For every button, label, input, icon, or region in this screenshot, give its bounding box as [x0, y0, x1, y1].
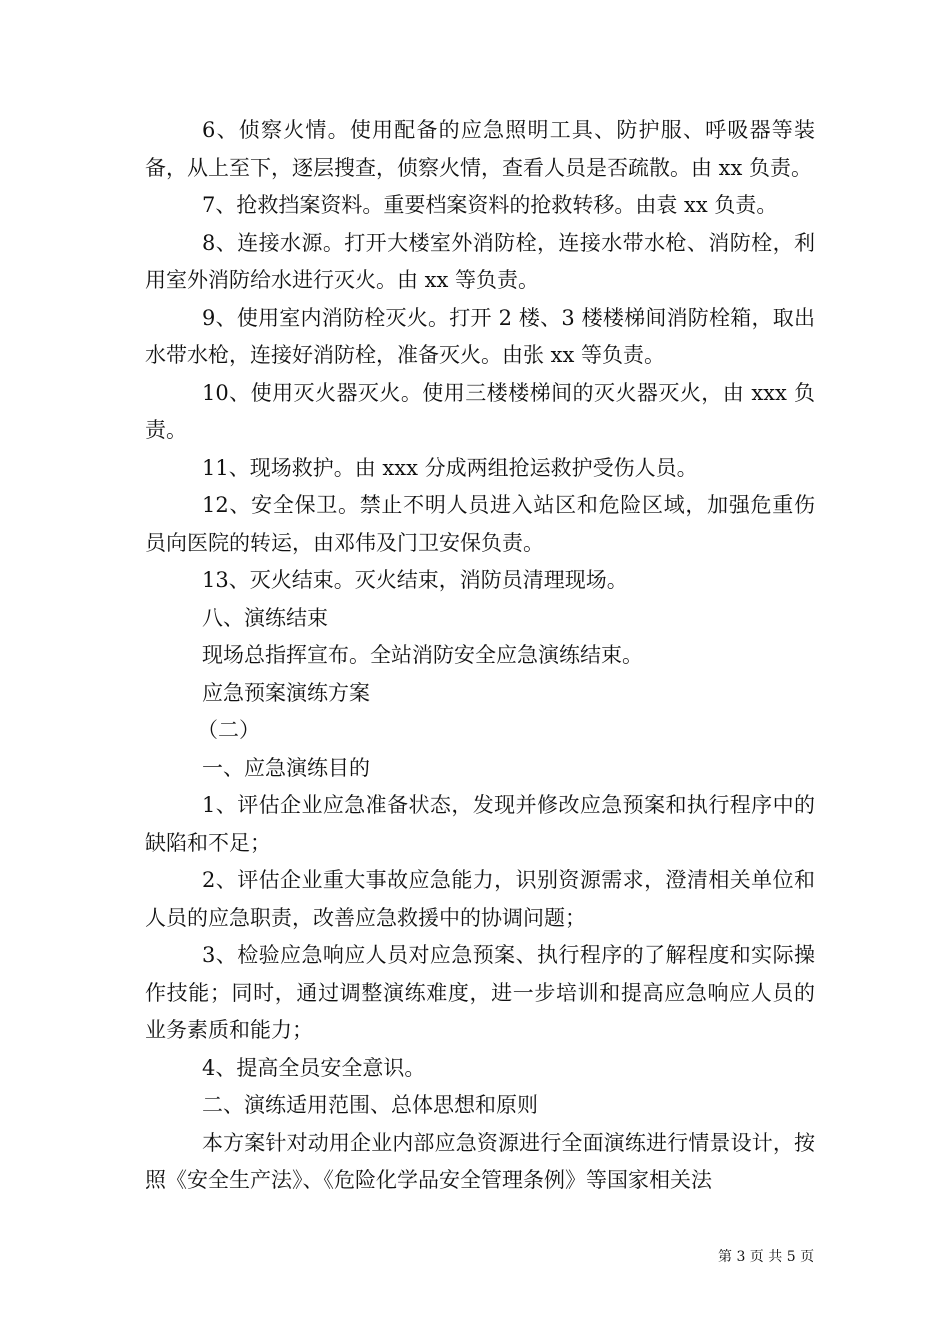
section-heading-scope: 二、演练适用范围、总体思想和原则	[202, 1093, 538, 1117]
paragraph-purpose-2: 2、评估企业重大事故应急能力，识别资源需求，澄清相关单位和人员的应急职责，改善应急救援中的协调问题；	[145, 868, 815, 930]
paragraph-step-8: 8、连接水源。打开大楼室外消防栓，连接水带水枪、消防栓，利用室外消防给水进行灭火。由 xx 等负责。	[145, 230, 815, 292]
document-subtitle: （二）	[197, 718, 260, 742]
paragraph-step-7: 7、抢救挡案资料。重要档案资料的抢救转移。由袁 xx 负责。	[202, 193, 778, 217]
document-body	[145, 112, 815, 1200]
paragraph-step-9: 9、使用室内消防栓灭火。打开 2 楼、3 楼楼梯间消防栓箱，取出水带水枪，连接好消防栓，准备灭火。由张 xx 等负责。	[145, 305, 815, 367]
paragraph-purpose-4: 4、提高全员安全意识。	[202, 1055, 426, 1080]
paragraph-purpose-3: 3、检验应急响应人员对应急预案、执行程序的了解程度和实际操作技能；同时，通过调整演练难度，进一步培训和提高应急响应人员的业务素质和能力；	[145, 943, 815, 1042]
paragraph-step-10: 10、使用灭火器灭火。使用三楼楼梯间的灭火器灭火，由 xxx 负责。	[145, 380, 815, 442]
paragraph-step-11: 11、现场救护。由 xxx 分成两组抢运救护受伤人员。	[202, 455, 698, 480]
paragraph-step-12: 12、安全保卫。禁止不明人员进入站区和危险区域，加强危重伤员向医院的转运，由邓伟及门卫安保负责。	[145, 493, 815, 555]
paragraph-purpose-1: 1、评估企业应急准备状态，发现并修改应急预案和执行程序中的缺陷和不足；	[145, 793, 815, 855]
paragraph-step-13: 13、灭火结束。灭火结束，消防员清理现场。	[202, 568, 628, 592]
paragraph-drill-end: 现场总指挥宣布。全站消防安全应急演练结束。	[202, 643, 643, 667]
document-title: 应急预案演练方案	[202, 680, 370, 705]
page-number-footer: 第 3 页 共 5 页	[718, 1249, 815, 1265]
paragraph-step-6: 6、侦察火情。使用配备的应急照明工具、防护服、呼吸器等装备，从上至下，逐层搜查，侦察火情，查看人员是否疏散。由 xx 负责。	[145, 118, 815, 180]
paragraph-scope: 本方案针对动用企业内部应急资源进行全面演练进行情景设计，按照《安全生产法》、《危险化学品安全管理条例》等国家相关法	[145, 1130, 815, 1192]
section-heading-drill-end: 八、演练结束	[202, 605, 328, 630]
section-heading-purpose: 一、应急演练目的	[202, 755, 370, 780]
